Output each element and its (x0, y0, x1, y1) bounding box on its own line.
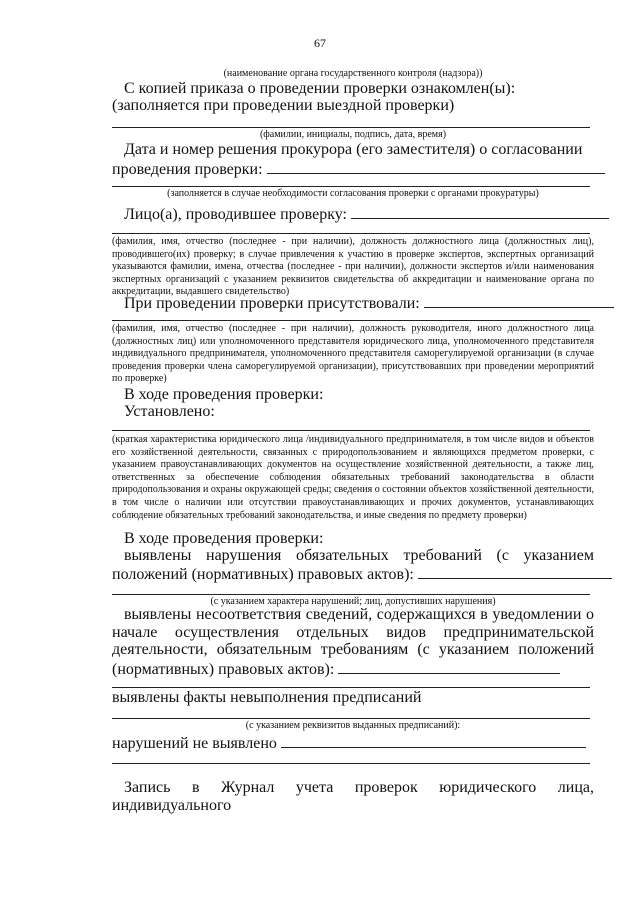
discrepancies-line-2 (112, 687, 590, 688)
signature-note: (фамилии, инициалы, подпись, дата, время) (259, 129, 447, 140)
prescriptions-label: выявлены факты невыполнения предписаний (112, 689, 422, 706)
prosecutor-decision-line: Дата и номер решения прокурора (его заместителя) о согласовании (124, 141, 583, 158)
control-body-note: (наименование органа государственного контроля (надзора)) (223, 68, 483, 79)
prosecutor-decision-line-2 (112, 186, 590, 187)
signature-line (112, 127, 590, 128)
during-inspection-heading: В ходе проведения проверки: (124, 386, 324, 403)
violations-acts-field[interactable] (418, 564, 612, 579)
order-acknowledged-subline: (заполняется при проведении выездной проверки) (112, 97, 455, 114)
prosecutor-decision-label: проведения проверки: (112, 161, 263, 178)
prescriptions-line (112, 718, 590, 719)
order-acknowledged-line: С копией приказа о проведении проверки ознакомлен(ы): (124, 80, 516, 97)
present-line-2 (112, 320, 590, 321)
inspector-line-2 (112, 233, 590, 234)
inspector-note: (фамилия, имя, отчество (последнее - при наличии), должность должностного лица (должностных лиц), проводившего(их) проверку; в случае привлечения к участию в проверке экспертов, экспертных организаций указываются фамилии, имена, отчества (последнее - при наличии), должности экспертов и/или наименования экспертных организаций с указанием реквизитов свидетельства об аккредитации и наименование органа по аккредитации, выдавшего свидетельство) (112, 236, 594, 298)
prosecutor-note: (заполняется в случае необходимости согласования проверки с органами прокуратуры) (167, 188, 539, 199)
no-violations-row (112, 733, 594, 753)
prosecutor-decision-row (112, 159, 594, 179)
prosecutor-decision-field[interactable] (267, 159, 605, 174)
journal-record-text: Запись в Журнал учета проверок юридического лица, индивидуального (112, 779, 594, 814)
established-line (112, 430, 590, 431)
prescriptions-note: (с указанием реквизитов выданных предписаний): (245, 720, 461, 731)
discrepancies-field[interactable] (338, 659, 560, 674)
violations-word: обязательных (295, 547, 389, 564)
established-note: (краткая характеристика юридического лица /индивидуального предпринимателя, в том числе видов и объектов его хозяйственной деятельности, связанных с природопользованием и являющихся предметом проверки, с указанием правоустанавливающих документов на осуществление хозяйственной деятельности, а также лиц, ответственных за обеспечение соблюдения обязательных требований законодательства в области природопользования и охраны окружающей среды; сведения о состоянии объектов хозяйственной деятельности, в том числе о наличии или отсутствии правоустанавливающих и прочих документов, устанавливающих соблюдение обязательных требований законодательства, и иные сведения по предмету проверки) (112, 434, 594, 521)
prescriptions-row (112, 689, 594, 707)
inspector-row (112, 204, 606, 224)
no-violations-field[interactable] (281, 733, 586, 748)
violations-acts-label: положений (нормативных) правовых актов): (112, 566, 414, 583)
violations-word: нарушения (206, 547, 282, 564)
inspector-label: Лицо(а), проводившее проверку: (124, 206, 347, 223)
present-note: (фамилия, имя, отчество (последнее - при наличии), должность руководителя, иного должностного лица (должностных лиц) или уполномоченного представителя юридического лица, уполномоченного представителя индивидуального предпринимателя, уполномоченного представителя саморегулируемой организации (в случае проведения проверки члена саморегулируемой организации), присутствовавших при проведении мероприятий по проверке) (112, 323, 594, 385)
violations-word: указанием (523, 547, 594, 564)
violations-acts-row (112, 564, 594, 584)
no-violations-label: нарушений не выявлено (112, 735, 277, 752)
no-violations-line-2 (112, 763, 590, 764)
violations-word: выявлены (124, 547, 192, 564)
discrepancies-text: выявлены несоответствия сведений, содержащихся в уведомлении о начале осуществления отдельных видов предпринимательской деятельности, обязательным требованиям (с указанием положений (нормативных) правовых актов): (112, 606, 594, 678)
violations-note: (с указанием характера нарушений; лиц, допустивших нарушения) (210, 596, 496, 607)
present-label: При проведении проверки присутствовали: (124, 295, 420, 312)
inspector-field[interactable] (351, 204, 609, 219)
present-field[interactable] (424, 293, 614, 308)
violations-word: требований (403, 547, 482, 564)
present-row (112, 293, 606, 313)
established-heading: Установлено: (124, 403, 215, 420)
page-number: 67 (314, 36, 326, 50)
violations-row (112, 547, 594, 565)
during-inspection-heading-2: В ходе проведения проверки: (124, 530, 324, 547)
violations-word: (с (496, 547, 509, 564)
violations-line-2 (112, 594, 590, 595)
